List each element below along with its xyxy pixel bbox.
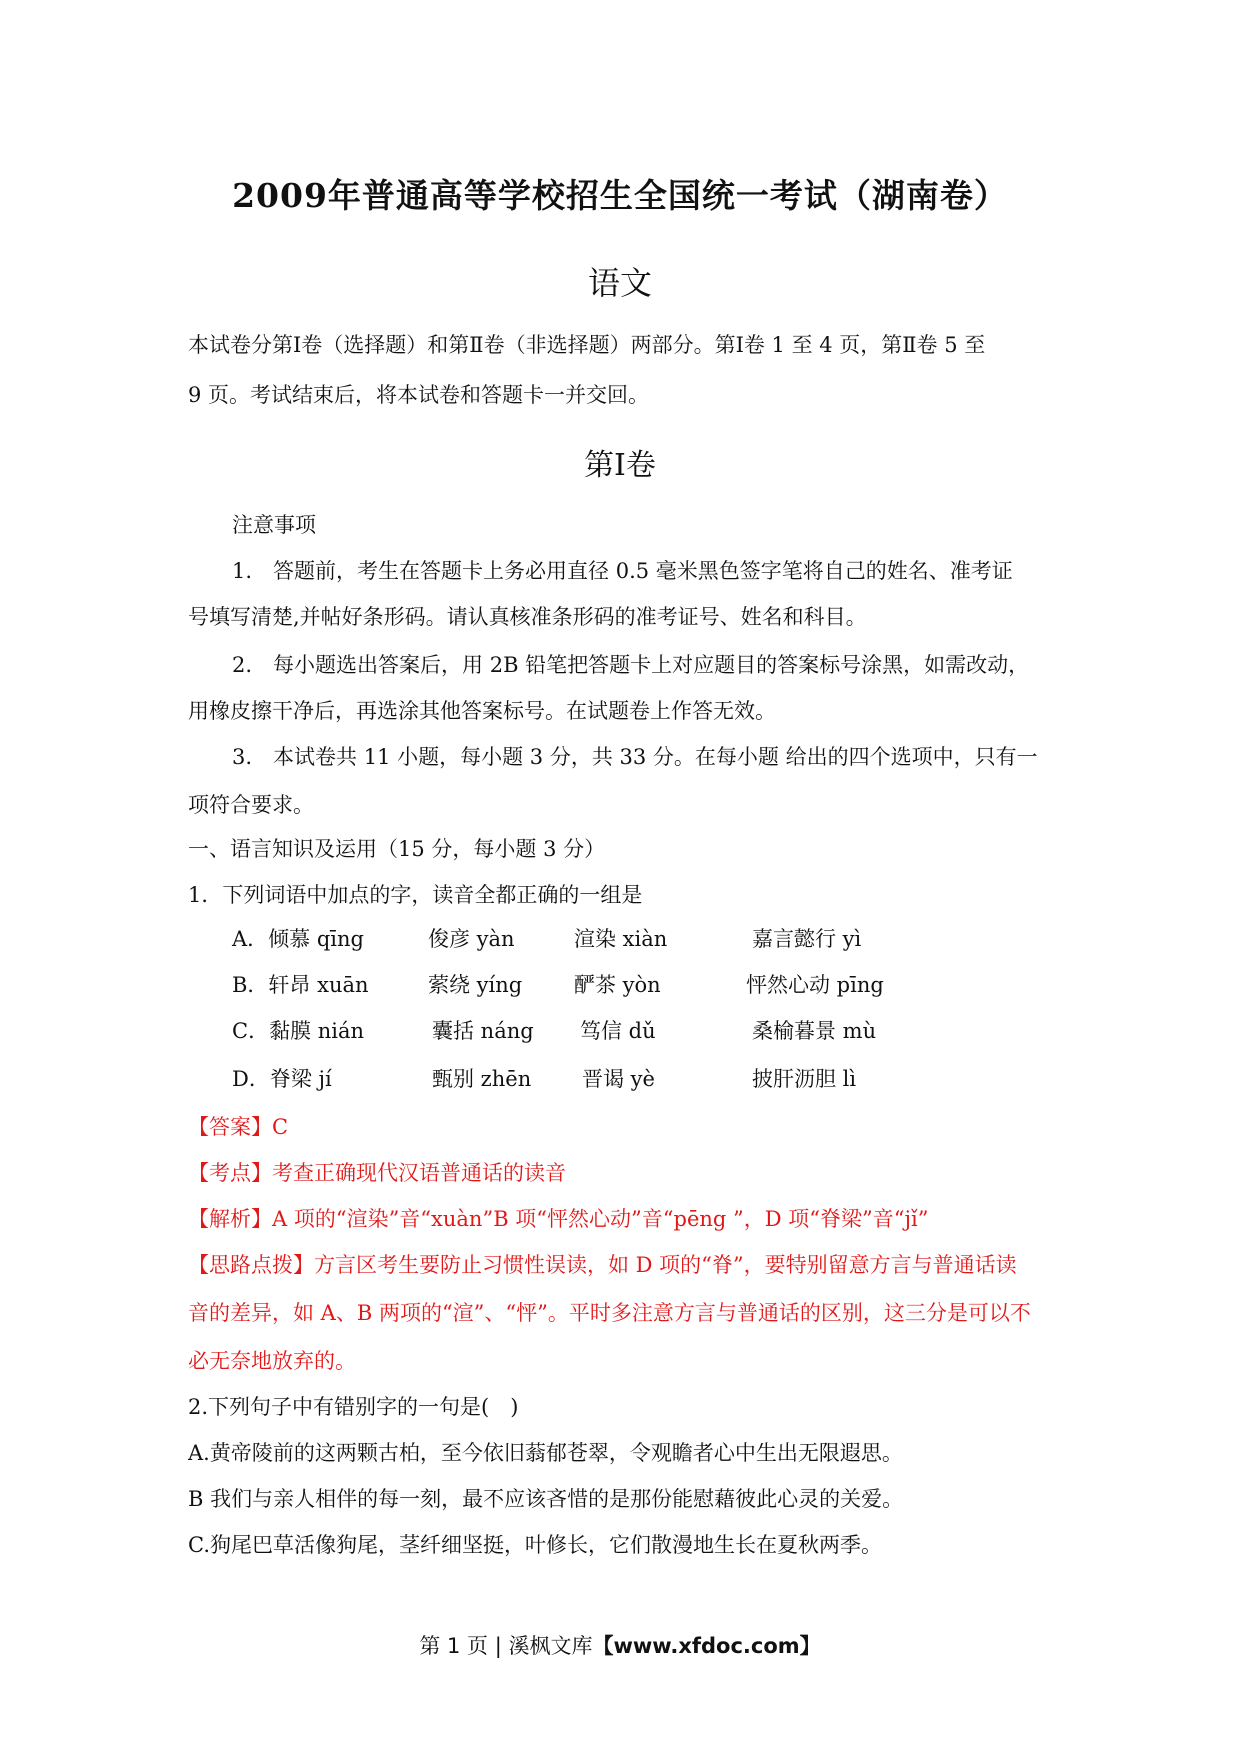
footer-site: 【www.xfdoc.com】 (592, 1634, 821, 1658)
option-cell: 酽茶 yòn (574, 973, 661, 997)
question-1-option-d (232, 1064, 1082, 1094)
question-1-option-a (232, 924, 1082, 954)
option-cell: 甄别 zhēn (432, 1067, 532, 1091)
hint-text-1: 方言区考生要防止习惯性误读，如 D 项的“脊”，要特别留意方言与普通话读 (314, 1253, 1017, 1277)
answer-value: C (272, 1115, 289, 1139)
option-cell: D．脊梁 jí (232, 1067, 332, 1091)
analysis-text: A 项的“渲染”音“xuàn”B 项“怦然心动”音“pēng ”，D 项“脊梁”音“jǐ” (272, 1207, 929, 1231)
notice-3-line-1: 3. 本试卷共 11 小题，每小题 3 分，共 33 分。在每小题 给出的四个选项中，只有一 (232, 745, 1038, 769)
question-1-option-b (232, 970, 1082, 1000)
point-line (188, 1158, 566, 1188)
notice-2-line-1: 2. 每小题选出答案后，用 2B 铅笔把答题卡上对应题目的答案标号涂黑，如需改动， (232, 653, 1030, 677)
option-cell: 怦然心动 pīng (746, 973, 884, 997)
exam-title: 2009年普通高等学校招生全国统一考试（湖南卷） (232, 176, 1008, 215)
option-cell: B．轩昂 xuān (232, 973, 369, 997)
question-2-stem: 2.下列句子中有错别字的一句是( ) (188, 1395, 519, 1419)
option-cell: 俊彦 yàn (428, 927, 515, 951)
option-cell: 笃信 dǔ (580, 1019, 656, 1043)
notice-3-line-2: 项符合要求。 (188, 793, 314, 817)
answer-line (188, 1112, 288, 1142)
hint-line-2: 音的差异，如 A、B 两项的“渲”、“怦”。平时多注意方言与普通话的区别，这三分是可以不 (188, 1301, 1031, 1325)
notice-2-line-2: 用橡皮擦干净后，再选涂其他答案标号。在试题卷上作答无效。 (188, 699, 776, 723)
question-1-stem: 1．下列词语中加点的字，读音全都正确的一组是 (188, 883, 643, 907)
hint-line-1 (188, 1250, 1017, 1280)
subject-title: 语文 (587, 264, 652, 302)
intro-line-2: 9 页。考试结束后，将本试卷和答题卡一并交回。 (188, 383, 650, 407)
question-2-option-c: C.狗尾巴草活像狗尾，茎纤细坚挺，叶修长，它们散漫地生长在夏秋两季。 (188, 1533, 882, 1557)
point-tag: 【考点】 (188, 1161, 272, 1185)
hint-line-3: 必无奈地放弃的。 (188, 1349, 356, 1373)
option-cell: 嘉言懿行 yì (752, 927, 862, 951)
option-cell: 渲染 xiàn (574, 927, 668, 951)
hint-tag: 【思路点拨】 (188, 1253, 314, 1277)
notice-1-line-1: 1. 答题前，考生在答题卡上务必用直径 0.5 毫米黑色签字笔将自己的姓名、准考证 (232, 559, 1013, 583)
option-cell: C．黏膜 nián (232, 1019, 365, 1043)
answer-tag: 【答案】 (188, 1115, 272, 1139)
part-heading: 一、语言知识及运用（15 分，每小题 3 分） (188, 837, 606, 861)
option-cell: 晋谒 yè (582, 1067, 655, 1091)
section-title: 第Ⅰ卷 (584, 448, 656, 483)
notice-title: 注意事项 (232, 513, 316, 537)
question-2-option-a: A.黄帝陵前的这两颗古柏，至今依旧蓊郁苍翠，令观瞻者心中生出无限遐思。 (188, 1441, 903, 1465)
option-cell: 桑榆暮景 mù (752, 1019, 877, 1043)
notice-1-line-2: 号填写清楚,并帖好条形码。请认真核准条形码的准考证号、姓名和科目。 (188, 605, 867, 629)
intro-line-1: 本试卷分第Ⅰ卷（选择题）和第Ⅱ卷（非选择题）两部分。第Ⅰ卷 1 至 4 页，第Ⅱ卷 5 至 (188, 333, 986, 357)
question-1-option-c (232, 1016, 1082, 1046)
option-cell: 囊括 náng (432, 1019, 534, 1043)
analysis-tag: 【解析】 (188, 1207, 272, 1231)
option-cell: A．倾慕 qīng (232, 927, 364, 951)
page-footer (0, 1630, 1240, 1660)
point-text: 考查正确现代汉语普通话的读音 (272, 1161, 566, 1185)
footer-page: 第 1 页 | 溪枫文库 (419, 1634, 593, 1658)
option-cell: 萦绕 yíng (428, 973, 523, 997)
question-2-option-b: B 我们与亲人相伴的每一刻，最不应该吝惜的是那份能慰藉彼此心灵的关爱。 (188, 1487, 904, 1511)
option-cell: 披肝沥胆 lì (752, 1067, 857, 1091)
analysis-line (188, 1204, 928, 1234)
